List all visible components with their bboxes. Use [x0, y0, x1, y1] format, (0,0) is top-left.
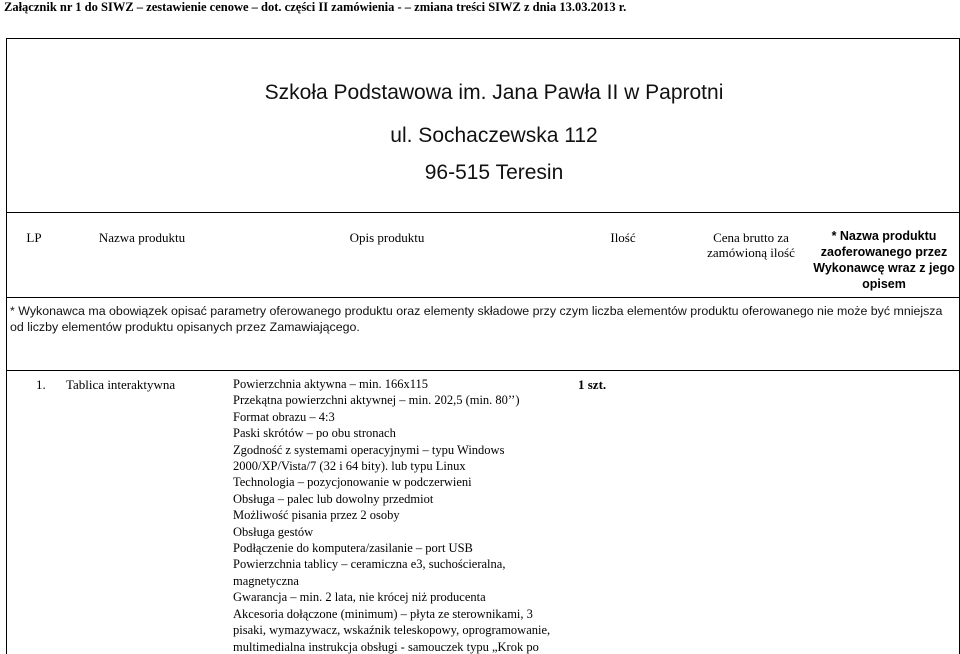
description-line: Format obrazu – 4:3	[233, 409, 335, 424]
description-line: Technologia – pozycjonowanie w podczerwieni	[233, 475, 472, 490]
header-gross-price: Cena brutto za zamówioną ilość	[707, 230, 795, 260]
school-name: Szkoła Podstawowa im. Jana Pawła II w Paprotni	[264, 81, 724, 104]
description-line: Obsługa gestów	[233, 524, 314, 539]
header-product-description: Opis produktu	[349, 230, 425, 245]
description-line: 2000/XP/Vista/7 (32 i 64 bity). lub typu Linux	[233, 459, 466, 474]
row-lp: 1.	[36, 377, 46, 392]
description-line: Powierzchnia tablicy – ceramiczna e3, suchościeralna,	[233, 557, 506, 572]
description-line: magnetyczna	[233, 573, 299, 588]
header-lp: LP	[26, 230, 42, 245]
description-line: Możliwość pisania przez 2 osoby	[233, 508, 400, 523]
table-top-rule	[6, 212, 960, 213]
table-header-rule	[6, 297, 960, 298]
description-line: Powierzchnia aktywna – min. 166x115	[233, 377, 428, 391]
description-line: Przekątna powierzchni aktywnej – min. 202,5 (min. 80’’)	[233, 393, 520, 408]
description-line: Zgodność z systemami operacyjnymi – typu Windows	[233, 442, 505, 457]
header-quantity: Ilość	[610, 230, 636, 245]
contractor-obligation-note: * Wykonawca ma obowiązek opisać parametry oferowanego produktu oraz elementy składowe przy czym liczba elementów produktu oferowanego nie może być mniejsza od liczby elementów produktu opisanych przez Zamawiającego.	[10, 304, 943, 334]
document-header-note: Załącznik nr 1 do SIWZ – zestawienie cenowe – dot. części II zamówienia - – zmiana treści SIWZ z dnia 13.03.2013 r.	[4, 0, 627, 14]
school-city: 96-515 Teresin	[424, 161, 564, 184]
description-line: Gwarancja – min. 2 lata, nie krócej niż producenta	[233, 590, 486, 605]
description-line: Akcesoria dołączone (minimum) – płyta ze sterownikami, 3	[233, 606, 533, 621]
school-street: ul. Sochaczewska 112	[390, 124, 598, 147]
row-product-description	[233, 376, 553, 654]
table-note-rule	[6, 370, 960, 371]
header-product-name: Nazwa produktu	[98, 230, 186, 245]
row-product-name: Tablica interaktywna	[66, 377, 176, 392]
description-line: Podłączenie do komputera/zasilanie – port USB	[233, 541, 473, 556]
description-line: pisaki, wymazywacz, wskaźnik teleskopowy, oprogramowanie,	[233, 623, 551, 638]
row-quantity: 1 szt.	[578, 377, 607, 392]
description-line: Paski skrótów – po obu stronach	[233, 426, 396, 441]
description-line: multimedialna instrukcja obsługi - samouczek typu „Krok po	[233, 639, 539, 654]
description-line: Obsługa – palec lub dowolny przedmiot	[233, 491, 434, 506]
header-offered-product: * Nazwa produktu zaoferowanego przez Wykonawcę wraz z jego opisem	[813, 229, 955, 291]
